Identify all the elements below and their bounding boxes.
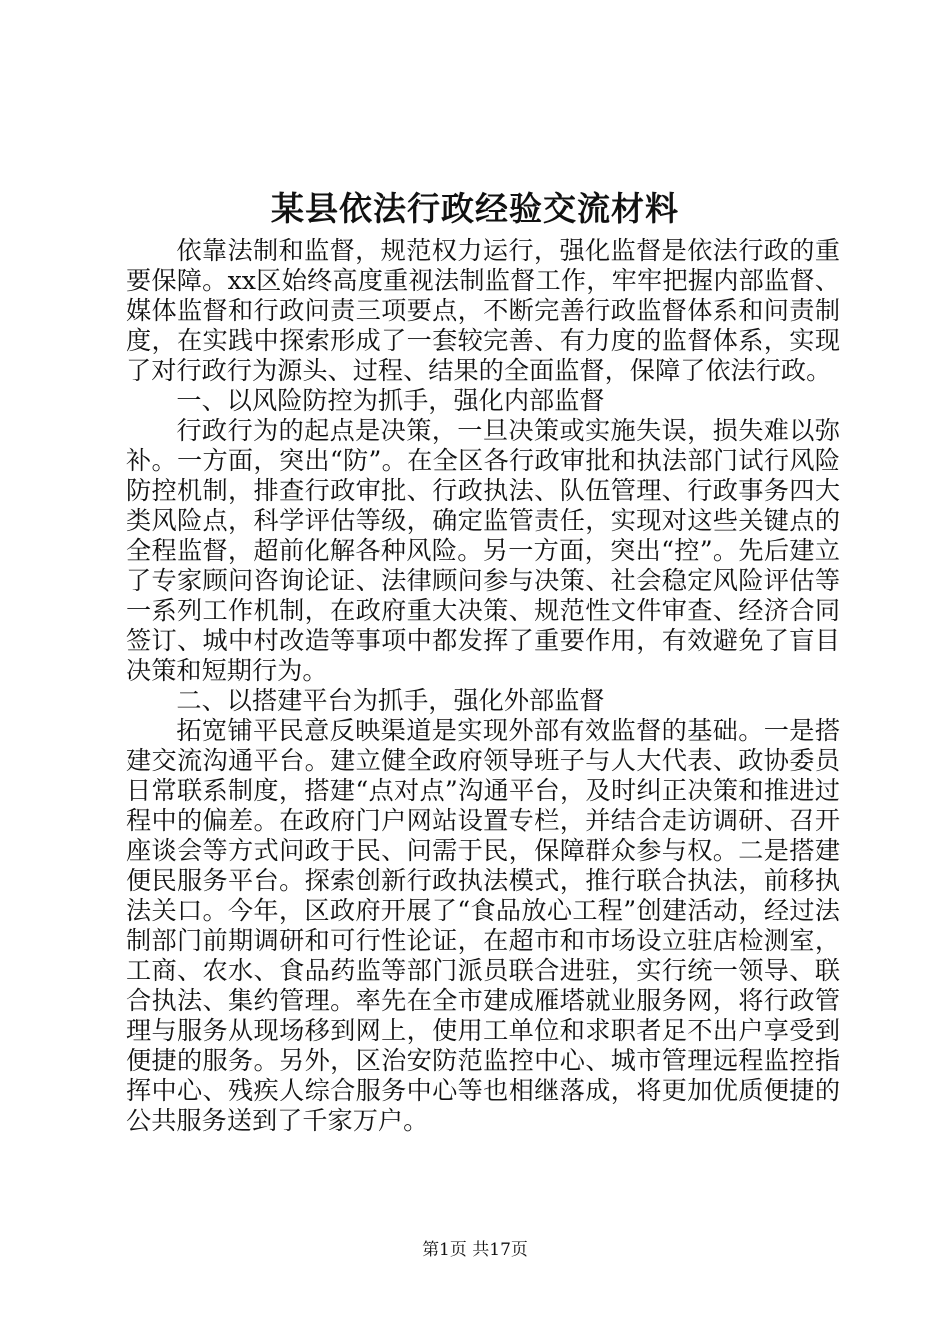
document-body [126, 236, 840, 1136]
intro-paragraph: 依靠法制和监督，规范权力运行，强化监督是依法行政的重要保障。xx区始终高度重视法制监督工作，牢牢把握内部监督、媒体监督和行政问责三项要点，不断完善行政监督体系和问责制度，在实践中探索形成了一套较完善、有力度的监督体系，实现了对行政行为源头、过程、结果的全面监督，保障了依法行政。 [126, 236, 840, 385]
section-heading-1: 一、以风险防控为抓手，强化内部监督 [176, 386, 605, 415]
page-number-footer: 第1页 共17页 [422, 1240, 528, 1260]
section-heading-2: 二、以搭建平台为抓手，强化外部监督 [176, 686, 605, 715]
section-1-paragraph: 行政行为的起点是决策，一旦决策或实施失误，损失难以弥补。一方面，突出“防”。在全区各行政审批和执法部门试行风险防控机制，排查行政审批、行政执法、队伍管理、行政事务四大类风险点，科学评估等级，确定监管责任，实现对这些关键点的全程监督，超前化解各种风险。另一方面，突出“控”。先后建立了专家顾问咨询论证、法律顾问参与决策、社会稳定风险评估等一系列工作机制，在政府重大决策、规范性文件审查、经济合同签订、城中村改造等事项中都发挥了重要作用，有效避免了盲目决策和短期行为。 [126, 416, 840, 685]
document-title: 某县依法行政经验交流材料 [271, 189, 679, 228]
section-2-paragraph: 拓宽铺平民意反映渠道是实现外部有效监督的基础。一是搭建交流沟通平台。建立健全政府领导班子与人大代表、政协委员日常联系制度，搭建“点对点”沟通平台，及时纠正决策和推进过程中的偏差。在政府门户网站设置专栏，并结合走访调研、召开座谈会等方式问政于民、问需于民，保障群众参与权。二是搭建便民服务平台。探索创新行政执法模式，推行联合执法，前移执法关口。今年，区政府开展了“食品放心工程”创建活动，经过法制部门前期调研和可行性论证，在超市和市场设立驻店检测室，工商、农水、食品药监等部门派员联合进驻，实行统一领导、联合执法、集约管理。率先在全市建成雁塔就业服务网，将行政管理与服务从现场移到网上，使用工单位和求职者足不出户享受到便捷的服务。另外，区治安防范监控中心、城市管理远程监控指挥中心、残疾人综合服务中心等也相继落成，将更加优质便捷的公共服务送到了千家万户。 [126, 716, 840, 1135]
